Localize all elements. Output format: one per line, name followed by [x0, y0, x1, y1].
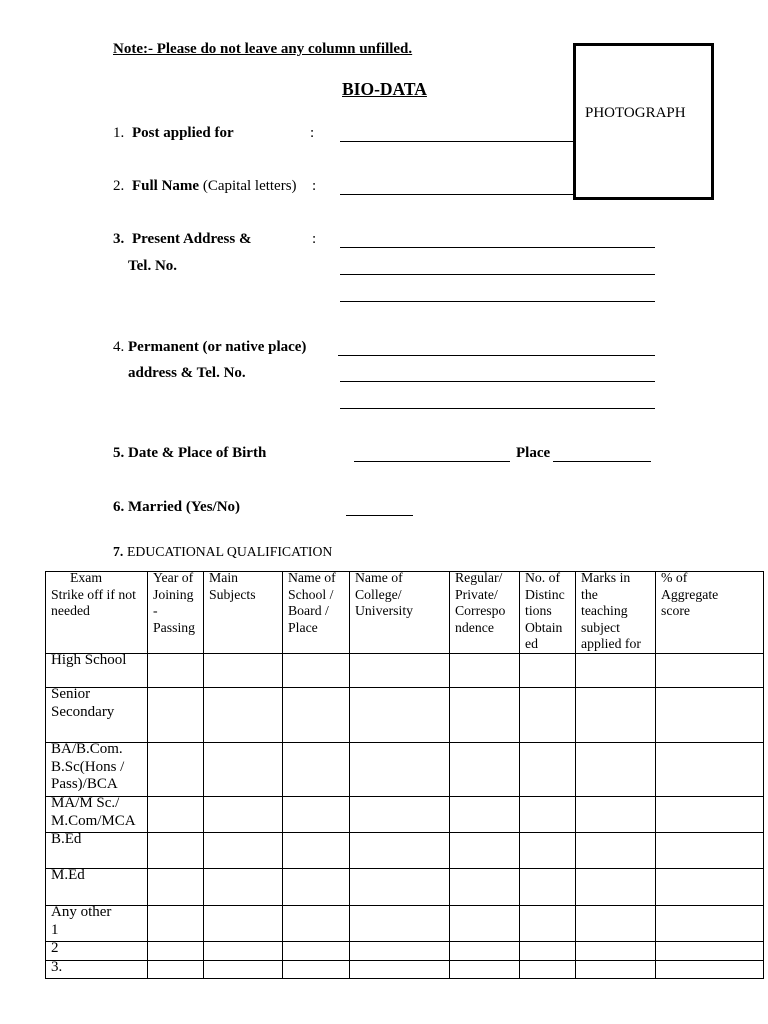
- table-blank-cell: [576, 869, 656, 906]
- table-blank-cell: [350, 688, 450, 743]
- table-blank-cell: [283, 833, 350, 869]
- header-text-line: Name of: [288, 570, 336, 585]
- header-text-line: Obtain: [525, 619, 563, 635]
- header-text-line: % of: [661, 570, 688, 585]
- table-blank-cell: [450, 869, 520, 906]
- table-blank-cell: [576, 654, 656, 688]
- table-header-cell: [46, 572, 148, 654]
- item-number: 1.: [113, 125, 125, 141]
- item-number: 2.: [113, 178, 125, 194]
- header-text-line: Private/: [455, 586, 498, 602]
- row-label-cell: [46, 743, 148, 797]
- present-address-tel-label: Tel. No.: [128, 258, 178, 274]
- table-blank-cell: [204, 942, 283, 961]
- header-text-line: tions: [525, 603, 552, 619]
- table-blank-cell: [148, 688, 204, 743]
- table-blank-cell: [450, 688, 520, 743]
- table-blank-cell: [576, 743, 656, 797]
- married-label: Married (Yes/No): [128, 499, 241, 515]
- row-label-text-line: BA/B.Com.: [51, 741, 123, 757]
- row-label-text-line: Secondary: [51, 703, 115, 720]
- table-blank-cell: [576, 942, 656, 961]
- photograph-box: [573, 43, 714, 200]
- header-text-line: Year of: [153, 570, 194, 585]
- table-blank-cell: [656, 833, 764, 869]
- table-blank-cell: [204, 833, 283, 869]
- header-text-line: Passing: [153, 619, 196, 635]
- row-label-text-line: M.Com/MCA: [51, 812, 136, 829]
- table-blank-cell: [350, 906, 450, 942]
- header-text-line: University: [355, 603, 414, 619]
- row-label-text-line: High School: [51, 652, 127, 668]
- table-blank-cell: [656, 654, 764, 688]
- post-applied-blank-line: [340, 141, 574, 142]
- table-header-cell: [283, 572, 350, 654]
- table-blank-cell: [450, 942, 520, 961]
- header-text-line: needed: [51, 603, 90, 619]
- table-blank-cell: [350, 833, 450, 869]
- header-text-line: Regular/: [455, 570, 503, 585]
- table-blank-cell: [283, 654, 350, 688]
- table-blank-cell: [520, 743, 576, 797]
- header-text-line: Aggregate: [661, 586, 719, 602]
- education-heading-label: EDUCATIONAL QUALIFICATION: [127, 544, 333, 559]
- header-text-line: School /: [288, 586, 334, 602]
- birth-label: Date & Place of Birth: [128, 445, 267, 461]
- table-header-cell: [520, 572, 576, 654]
- header-text-line: Correspo: [455, 603, 506, 619]
- permanent-address-blank-line: [338, 355, 655, 356]
- post-applied-row: [113, 125, 234, 142]
- table-header-cell: [350, 572, 450, 654]
- full-name-hint: (Capital letters): [202, 178, 297, 194]
- table-blank-cell: [576, 906, 656, 942]
- table-blank-cell: [283, 688, 350, 743]
- header-text-line: Main: [209, 570, 239, 585]
- item-number: 5.: [113, 445, 125, 461]
- header-text-line: subject: [581, 619, 620, 635]
- header-text-line: the: [581, 586, 598, 602]
- row-label-cell: [46, 906, 148, 942]
- row-label-text-line: 3.: [51, 959, 63, 975]
- table-header-cell: [148, 572, 204, 654]
- header-text-line: Subjects: [209, 586, 256, 602]
- header-text-line: Exam: [70, 570, 103, 585]
- item-number: 4.: [113, 339, 125, 355]
- header-text-line: Strike off if not: [51, 586, 136, 602]
- table-blank-cell: [520, 688, 576, 743]
- table-header-cell: [204, 572, 283, 654]
- table-blank-cell: [450, 654, 520, 688]
- table-blank-cell: [450, 906, 520, 942]
- header-text-line: -: [153, 603, 158, 619]
- full-name-row: [113, 178, 297, 195]
- row-label-text-line: M.Ed: [51, 867, 85, 883]
- table-blank-cell: [520, 869, 576, 906]
- table-blank-cell: [350, 797, 450, 833]
- item-number: 6.: [113, 499, 125, 515]
- permanent-address-tel-label: address & Tel. No.: [128, 365, 246, 381]
- table-blank-cell: [450, 743, 520, 797]
- row-label-text-line: MA/M Sc./: [51, 795, 120, 811]
- header-text-line: teaching: [581, 603, 628, 619]
- table-blank-cell: [656, 688, 764, 743]
- table-blank-cell: [148, 869, 204, 906]
- table-blank-cell: [148, 961, 204, 979]
- table-blank-cell: [656, 869, 764, 906]
- post-applied-label: Post applied for: [132, 125, 234, 141]
- header-text-line: College/: [355, 586, 402, 602]
- table-blank-cell: [350, 743, 450, 797]
- header-text-line: ed: [525, 636, 538, 652]
- item-number: 7.: [113, 544, 124, 559]
- table-blank-cell: [656, 743, 764, 797]
- header-text-line: Joining: [153, 586, 194, 602]
- table-blank-cell: [520, 797, 576, 833]
- table-blank-cell: [148, 743, 204, 797]
- row-label-cell: [46, 797, 148, 833]
- header-text-line: Name of: [355, 570, 403, 585]
- table-blank-cell: [520, 833, 576, 869]
- table-blank-cell: [283, 869, 350, 906]
- header-text-line: Distinc: [525, 586, 565, 602]
- table-blank-cell: [656, 942, 764, 961]
- table-blank-cell: [520, 654, 576, 688]
- header-text-line: applied for: [581, 636, 641, 652]
- permanent-address-row: [113, 339, 306, 356]
- birth-row: [113, 445, 266, 462]
- row-label-cell: [46, 961, 148, 979]
- table-blank-cell: [350, 654, 450, 688]
- table-blank-cell: [520, 961, 576, 979]
- row-label-cell: [46, 833, 148, 869]
- header-text-line: Place: [288, 619, 318, 635]
- item-number: 3.: [113, 231, 125, 247]
- table-header-cell: [576, 572, 656, 654]
- header-text-line: ndence: [455, 619, 494, 635]
- table-blank-cell: [204, 688, 283, 743]
- table-blank-cell: [576, 961, 656, 979]
- permanent-address-label: Permanent (or native place): [128, 339, 307, 355]
- page-title: BIO-DATA: [342, 79, 427, 99]
- row-label-text-line: Senior: [51, 686, 91, 702]
- permanent-address-blank-line: [340, 408, 655, 409]
- table-blank-cell: [204, 869, 283, 906]
- table-blank-cell: [283, 797, 350, 833]
- present-address-blank-line: [340, 301, 655, 302]
- full-name-blank-line: [340, 194, 574, 195]
- header-text-line: Marks in: [581, 570, 631, 585]
- table-blank-cell: [283, 906, 350, 942]
- row-label-cell: [46, 869, 148, 906]
- present-address-blank-line: [340, 274, 655, 275]
- present-address-label: Present Address &: [132, 231, 252, 247]
- row-label-text-line: Any other: [51, 904, 112, 920]
- table-blank-cell: [520, 906, 576, 942]
- table-blank-cell: [148, 942, 204, 961]
- row-label-text-line: B.Ed: [51, 831, 82, 847]
- permanent-address-blank-line: [340, 381, 655, 382]
- table-blank-cell: [283, 743, 350, 797]
- table-blank-cell: [148, 833, 204, 869]
- table-blank-cell: [148, 906, 204, 942]
- row-label-text-line: 2: [51, 940, 59, 956]
- birth-place-blank-line: [553, 461, 651, 462]
- table-blank-cell: [450, 833, 520, 869]
- header-text-line: score: [661, 603, 691, 619]
- table-blank-cell: [350, 961, 450, 979]
- table-blank-cell: [350, 869, 450, 906]
- row-label-text-line: B.Sc(Hons /: [51, 758, 125, 775]
- table-blank-cell: [576, 833, 656, 869]
- education-heading: [113, 544, 332, 560]
- table-blank-cell: [520, 942, 576, 961]
- present-address-blank-line: [340, 247, 655, 248]
- table-blank-cell: [450, 961, 520, 979]
- table-blank-cell: [656, 797, 764, 833]
- header-text-line: No. of: [525, 570, 561, 585]
- table-header-cell: [450, 572, 520, 654]
- table-blank-cell: [148, 654, 204, 688]
- table-blank-cell: [450, 797, 520, 833]
- table-blank-cell: [204, 906, 283, 942]
- married-blank-line: [346, 515, 413, 516]
- table-blank-cell: [148, 797, 204, 833]
- table-blank-cell: [204, 654, 283, 688]
- photograph-label: PHOTOGRAPH: [585, 105, 686, 121]
- full-name-label: Full Name: [132, 178, 200, 194]
- education-table: [45, 571, 764, 979]
- present-address-row: [113, 231, 251, 248]
- header-text-line: Board /: [288, 603, 329, 619]
- birth-place-label: Place: [516, 445, 551, 461]
- table-blank-cell: [576, 688, 656, 743]
- table-blank-cell: [204, 797, 283, 833]
- table-blank-cell: [204, 961, 283, 979]
- birth-date-blank-line: [354, 461, 510, 462]
- row-label-cell: [46, 688, 148, 743]
- post-applied-colon: :: [310, 125, 315, 141]
- table-blank-cell: [656, 961, 764, 979]
- row-label-text-line: 1: [51, 921, 59, 938]
- table-blank-cell: [283, 961, 350, 979]
- note-text: Note:- Please do not leave any column unfilled.: [113, 41, 413, 57]
- table-blank-cell: [576, 797, 656, 833]
- row-label-cell: [46, 654, 148, 688]
- married-row: [113, 499, 240, 516]
- table-blank-cell: [350, 942, 450, 961]
- full-name-colon: :: [312, 178, 317, 194]
- table-header-cell: [656, 572, 764, 654]
- row-label-text-line: Pass)/BCA: [51, 776, 118, 792]
- table-blank-cell: [283, 942, 350, 961]
- table-blank-cell: [656, 906, 764, 942]
- table-blank-cell: [204, 743, 283, 797]
- present-address-colon: :: [312, 231, 317, 247]
